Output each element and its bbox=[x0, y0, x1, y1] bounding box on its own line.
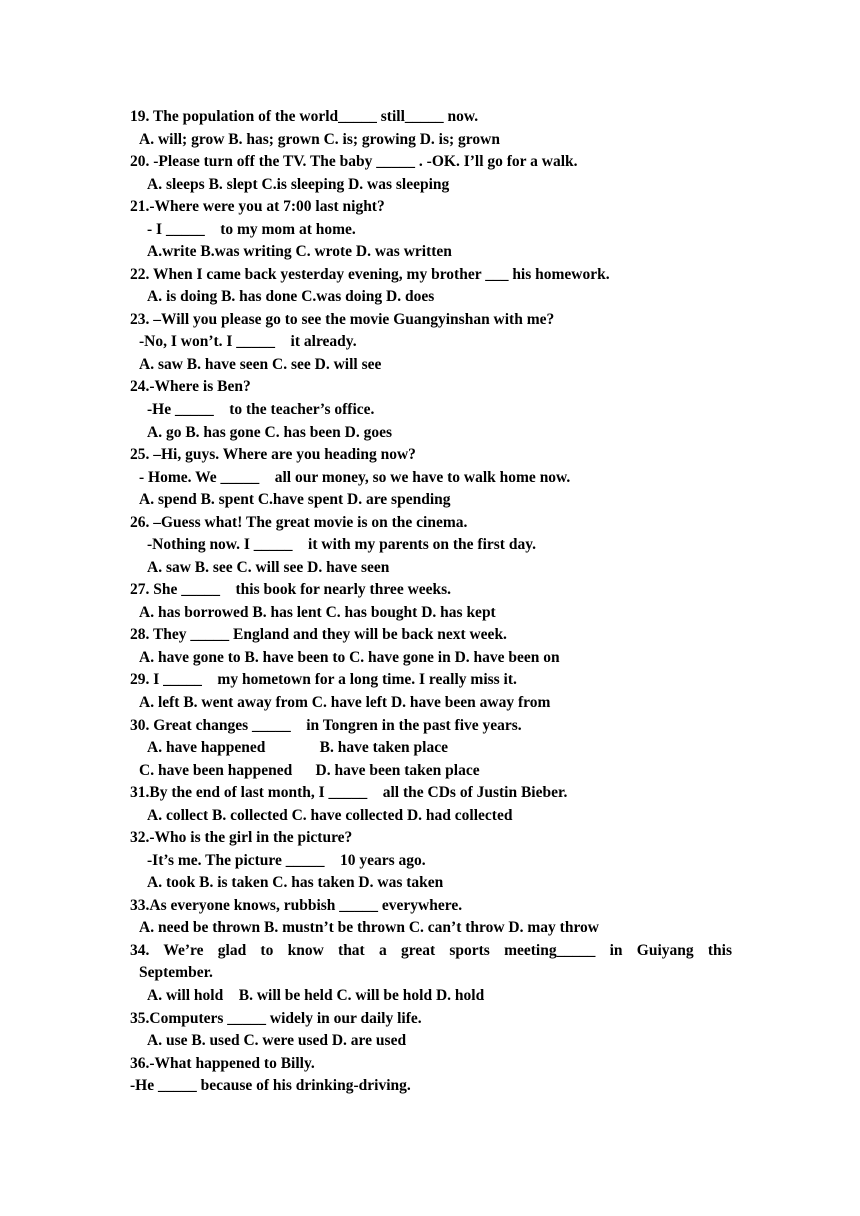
question-30: 30. Great changes _____ in Tongren in the past five years. bbox=[130, 717, 522, 734]
question-22: 22. When I came back yesterday evening, my brother ___ his homework. bbox=[130, 266, 610, 283]
question-33: 33.As everyone knows, rubbish _____ everywhere. bbox=[130, 897, 463, 914]
options-28: A. have gone to B. have been to C. have gone in D. have been on bbox=[139, 649, 560, 666]
options-25: A. spend B. spent C.have spent D. are spending bbox=[139, 491, 451, 508]
question-24: 24.-Where is Ben? bbox=[130, 378, 251, 395]
options-33: A. need be thrown B. mustn’t be thrown C. can’t throw D. may throw bbox=[139, 919, 599, 936]
options-31: A. collect B. collected C. have collected D. had collected bbox=[147, 807, 513, 824]
options-35: A. use B. used C. were used D. are used bbox=[147, 1032, 407, 1049]
question-26: 26. –Guess what! The great movie is on the cinema. bbox=[130, 514, 468, 531]
options-21: A.write B.was writing C. wrote D. was written bbox=[147, 243, 452, 260]
question-25: 25. –Hi, guys. Where are you heading now? bbox=[130, 446, 416, 463]
dialogue-26: -Nothing now. I _____ it with my parents on the first day. bbox=[147, 536, 536, 553]
question-31: 31.By the end of last month, I _____ all the CDs of Justin Bieber. bbox=[130, 784, 568, 801]
options-30-ab: A. have happened B. have taken place bbox=[147, 739, 448, 756]
options-30-cd: C. have been happened D. have been taken place bbox=[139, 762, 480, 779]
question-27: 27. She _____ this book for nearly three weeks. bbox=[130, 581, 452, 598]
question-34-continued: September. bbox=[139, 964, 213, 981]
dialogue-36: -He _____ because of his drinking-driving. bbox=[130, 1077, 411, 1094]
dialogue-21: - I _____ to my mom at home. bbox=[147, 221, 356, 238]
question-20: 20. -Please turn off the TV. The baby _____ . -OK. I’ll go for a walk. bbox=[130, 153, 578, 170]
question-28: 28. They _____ England and they will be back next week. bbox=[130, 626, 507, 643]
dialogue-24: -He _____ to the teacher’s office. bbox=[147, 401, 375, 418]
question-34: 34. We’re glad to know that a great sports meeting_____ in Guiyang this bbox=[130, 942, 732, 959]
dialogue-32: -It’s me. The picture _____ 10 years ago. bbox=[147, 852, 426, 869]
options-22: A. is doing B. has done C.was doing D. does bbox=[147, 288, 435, 305]
options-27: A. has borrowed B. has lent C. has bought D. has kept bbox=[139, 604, 496, 621]
question-29: 29. I _____ my hometown for a long time. I really miss it. bbox=[130, 671, 517, 688]
question-23: 23. –Will you please go to see the movie Guangyinshan with me? bbox=[130, 311, 555, 328]
dialogue-23: -No, I won’t. I _____ it already. bbox=[139, 333, 357, 350]
options-19: A. will; grow B. has; grown C. is; growing D. is; grown bbox=[139, 131, 500, 148]
options-34: A. will hold B. will be held C. will be hold D. hold bbox=[147, 987, 485, 1004]
dialogue-25: - Home. We _____ all our money, so we have to walk home now. bbox=[139, 469, 571, 486]
question-19: 19. The population of the world_____ still_____ now. bbox=[130, 108, 479, 125]
options-32: A. took B. is taken C. has taken D. was taken bbox=[147, 874, 444, 891]
options-24: A. go B. has gone C. has been D. goes bbox=[147, 424, 393, 441]
question-35: 35.Computers _____ widely in our daily life. bbox=[130, 1010, 422, 1027]
options-26: A. saw B. see C. will see D. have seen bbox=[147, 559, 390, 576]
question-21: 21.-Where were you at 7:00 last night? bbox=[130, 198, 385, 215]
options-29: A. left B. went away from C. have left D. have been away from bbox=[139, 694, 551, 711]
question-32: 32.-Who is the girl in the picture? bbox=[130, 829, 353, 846]
options-23: A. saw B. have seen C. see D. will see bbox=[139, 356, 382, 373]
options-20: A. sleeps B. slept C.is sleeping D. was sleeping bbox=[147, 176, 450, 193]
question-36: 36.-What happened to Billy. bbox=[130, 1055, 315, 1072]
